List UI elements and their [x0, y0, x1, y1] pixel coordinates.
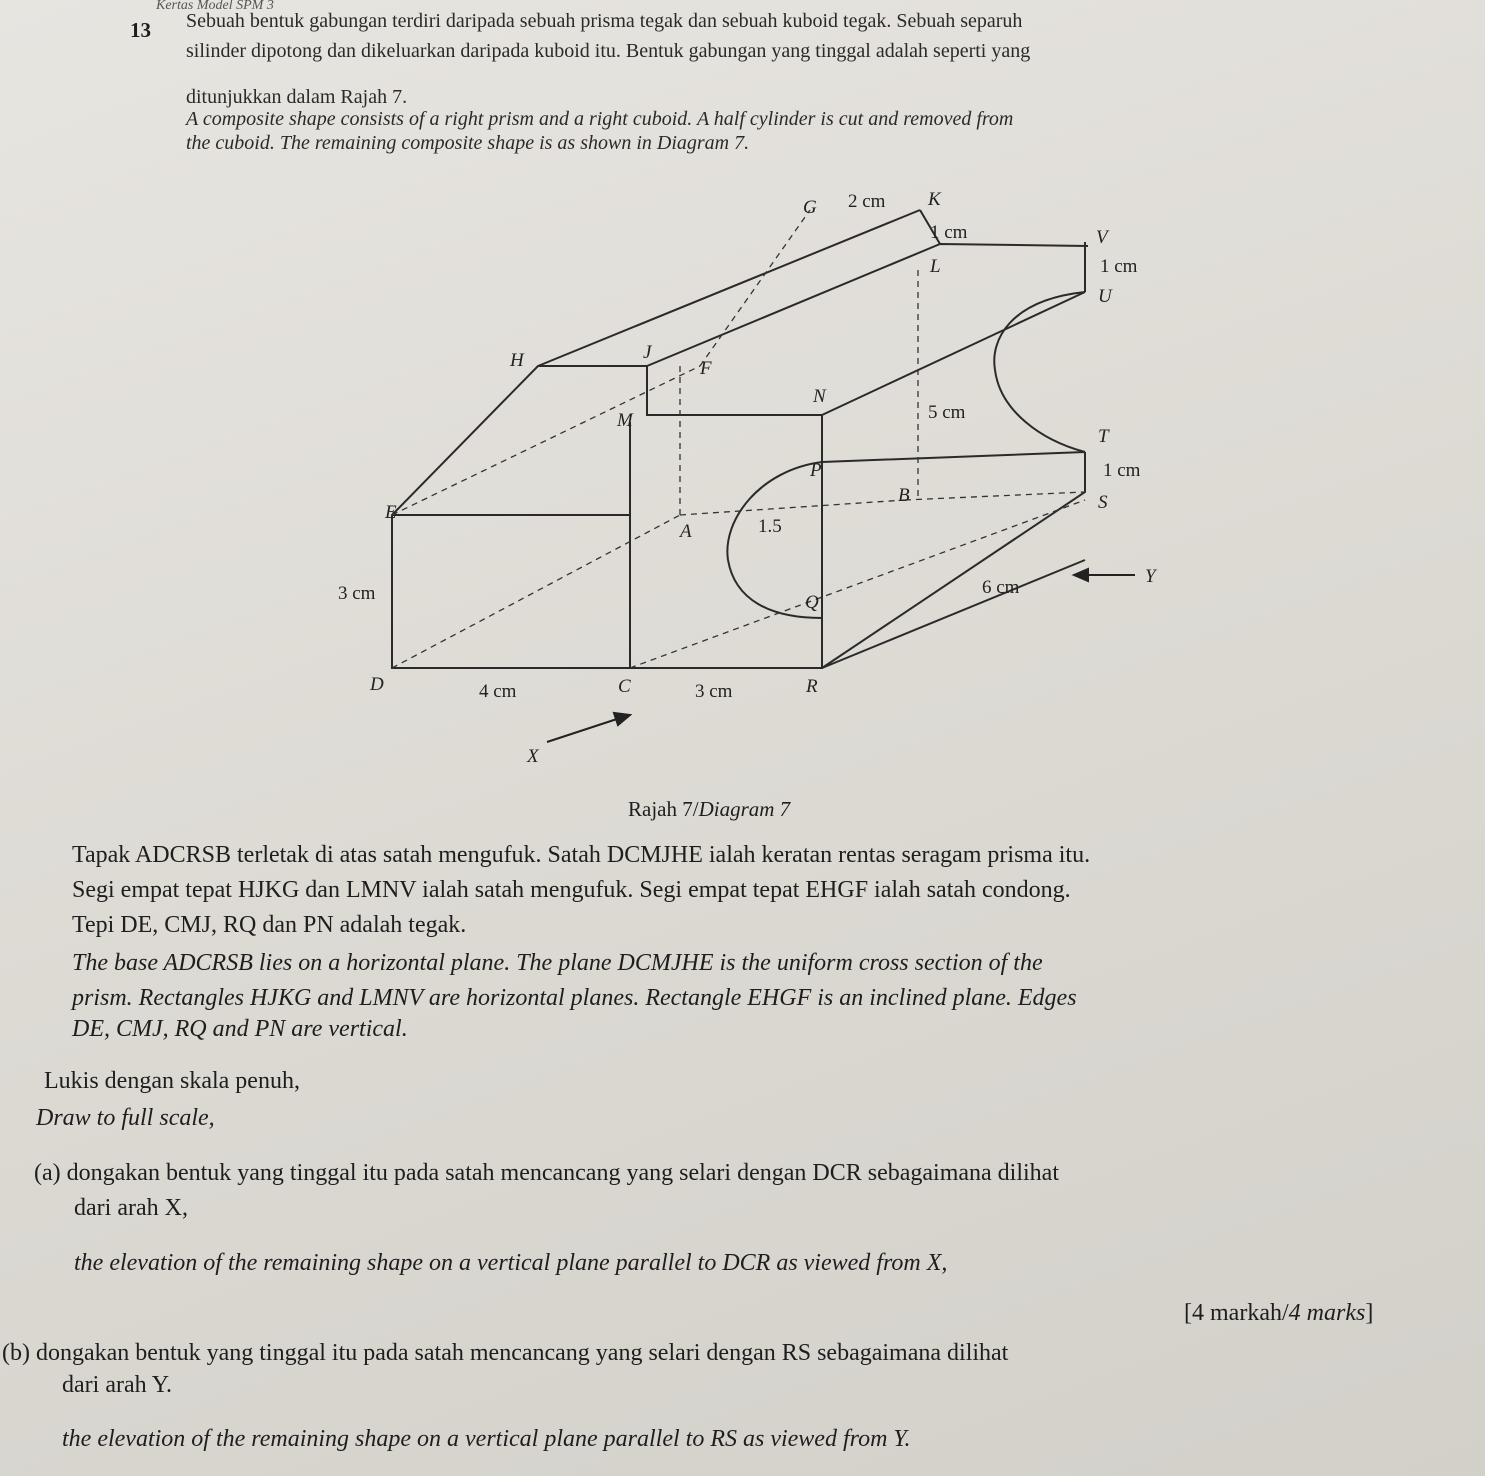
label-X: X [527, 746, 539, 767]
dim-2cm: 2 cm [848, 191, 886, 212]
label-F: F [700, 358, 712, 379]
label-D: D [370, 674, 384, 695]
question-number: 13 [130, 18, 151, 42]
diagram-caption: Rajah 7/Diagram 7 [628, 797, 791, 821]
dim-3cm-bottom: 3 cm [695, 681, 733, 702]
label-B: B [898, 485, 910, 506]
part-a-en: the elevation of the remaining shape on a vertical plane parallel to DCR as viewed from X, [74, 1250, 948, 1276]
part-b-ms-line-2: dari arah Y. [62, 1372, 172, 1398]
label-L: L [930, 256, 941, 277]
intro-en-line-2: the cuboid. The remaining composite shape is as shown in Diagram 7. [186, 132, 750, 154]
arrow-X-shaft [547, 718, 620, 742]
instruction-en: Draw to full scale, [36, 1105, 215, 1131]
part-a-ms-line-1: (a) dongakan bentuk yang tinggal itu pada satah mencancang yang selari dengan DCR sebagaimana dilihat [34, 1160, 1059, 1186]
header-label: Kertas Model SPM 3 [156, 0, 274, 13]
label-V: V [1096, 227, 1108, 248]
desc-en-line-2: prism. Rectangles HJKG and LMNV are horizontal planes. Rectangle EHGF is an inclined plane. Edges [72, 985, 1077, 1011]
dim-1cm-top: 1 cm [930, 222, 968, 243]
label-R: R [806, 676, 818, 697]
desc-ms-line-2: Segi empat tepat HJKG dan LMNV ialah satah mengufuk. Segi empat tepat EHGF ialah satah condong. [72, 877, 1071, 903]
instruction-ms: Lukis dengan skala penuh, [44, 1068, 300, 1094]
hidden-edge-DA [392, 515, 680, 668]
handwritten-1-5: 1.5 [758, 516, 782, 537]
label-S: S [1098, 492, 1108, 513]
part-a-marks: [4 markah/4 marks] [1184, 1300, 1374, 1326]
part-a-ms-line-2: dari arah X, [74, 1195, 188, 1221]
label-E: E [385, 502, 397, 523]
label-Y: Y [1145, 566, 1156, 587]
hidden-edge-BS [905, 492, 1085, 500]
hidden-edge-AB [680, 500, 905, 515]
label-T: T [1098, 426, 1109, 447]
dim-6cm: 6 cm [982, 577, 1020, 598]
intro-ms-line-1: Sebuah bentuk gabungan terdiri daripada sebuah prisma tegak dan sebuah kuboid tegak. Sebuah separuh [186, 10, 1023, 32]
top-edges [538, 210, 1088, 415]
arrow-X-head [614, 713, 630, 725]
label-U: U [1098, 286, 1112, 307]
label-J: J [643, 342, 652, 363]
dim-1cm-right: 1 cm [1100, 256, 1138, 277]
desc-ms-line-3: Tepi DE, CMJ, RQ dan PN adalah tegak. [72, 912, 467, 938]
label-P: P [810, 460, 822, 481]
dim-3cm-left: 3 cm [338, 583, 376, 604]
part-b-en: the elevation of the remaining shape on a vertical plane parallel to RS as viewed from Y. [62, 1426, 911, 1452]
label-C: C [618, 676, 631, 697]
right-block [822, 452, 1085, 668]
desc-en-line-3: DE, CMJ, RQ and PN are vertical. [72, 1016, 408, 1042]
label-N: N [813, 386, 826, 407]
desc-ms-line-1: Tapak ADCRSB terletak di atas satah mengufuk. Satah DCMJHE ialah keratan rentas seragam prisma itu. [72, 842, 1091, 868]
label-K: K [928, 189, 941, 210]
dim-1cm-lower: 1 cm [1103, 460, 1141, 481]
intro-en-line-1: A composite shape consists of a right prism and a right cuboid. A half cylinder is cut and removed from [186, 108, 1014, 130]
intro-ms-line-2: silinder dipotong dan dikeluarkan daripada kuboid itu. Bentuk gabungan yang tinggal adalah seperti yang [186, 40, 1031, 62]
edge-RS [822, 560, 1085, 668]
label-A: A [680, 521, 692, 542]
hidden-edge-EF [392, 366, 700, 515]
dim-4cm: 4 cm [479, 681, 517, 702]
label-Q: Q [805, 592, 819, 613]
label-G: G [803, 197, 817, 218]
half-cylinder-cut [994, 292, 1085, 452]
label-H: H [510, 350, 524, 371]
dim-5cm: 5 cm [928, 402, 966, 423]
hidden-edge-FG [700, 210, 810, 366]
arrow-Y-head [1074, 569, 1088, 581]
desc-en-line-1: The base ADCRSB lies on a horizontal plane. The plane DCMJHE is the uniform cross section of the [72, 950, 1043, 976]
label-M: M [617, 410, 633, 431]
part-b-ms-line-1: (b) dongakan bentuk yang tinggal itu pada satah mencancang yang selari dengan RS sebagaimana dilihat [2, 1340, 1009, 1366]
intro-ms-line-3: ditunjukkan dalam Rajah 7. [186, 86, 408, 108]
